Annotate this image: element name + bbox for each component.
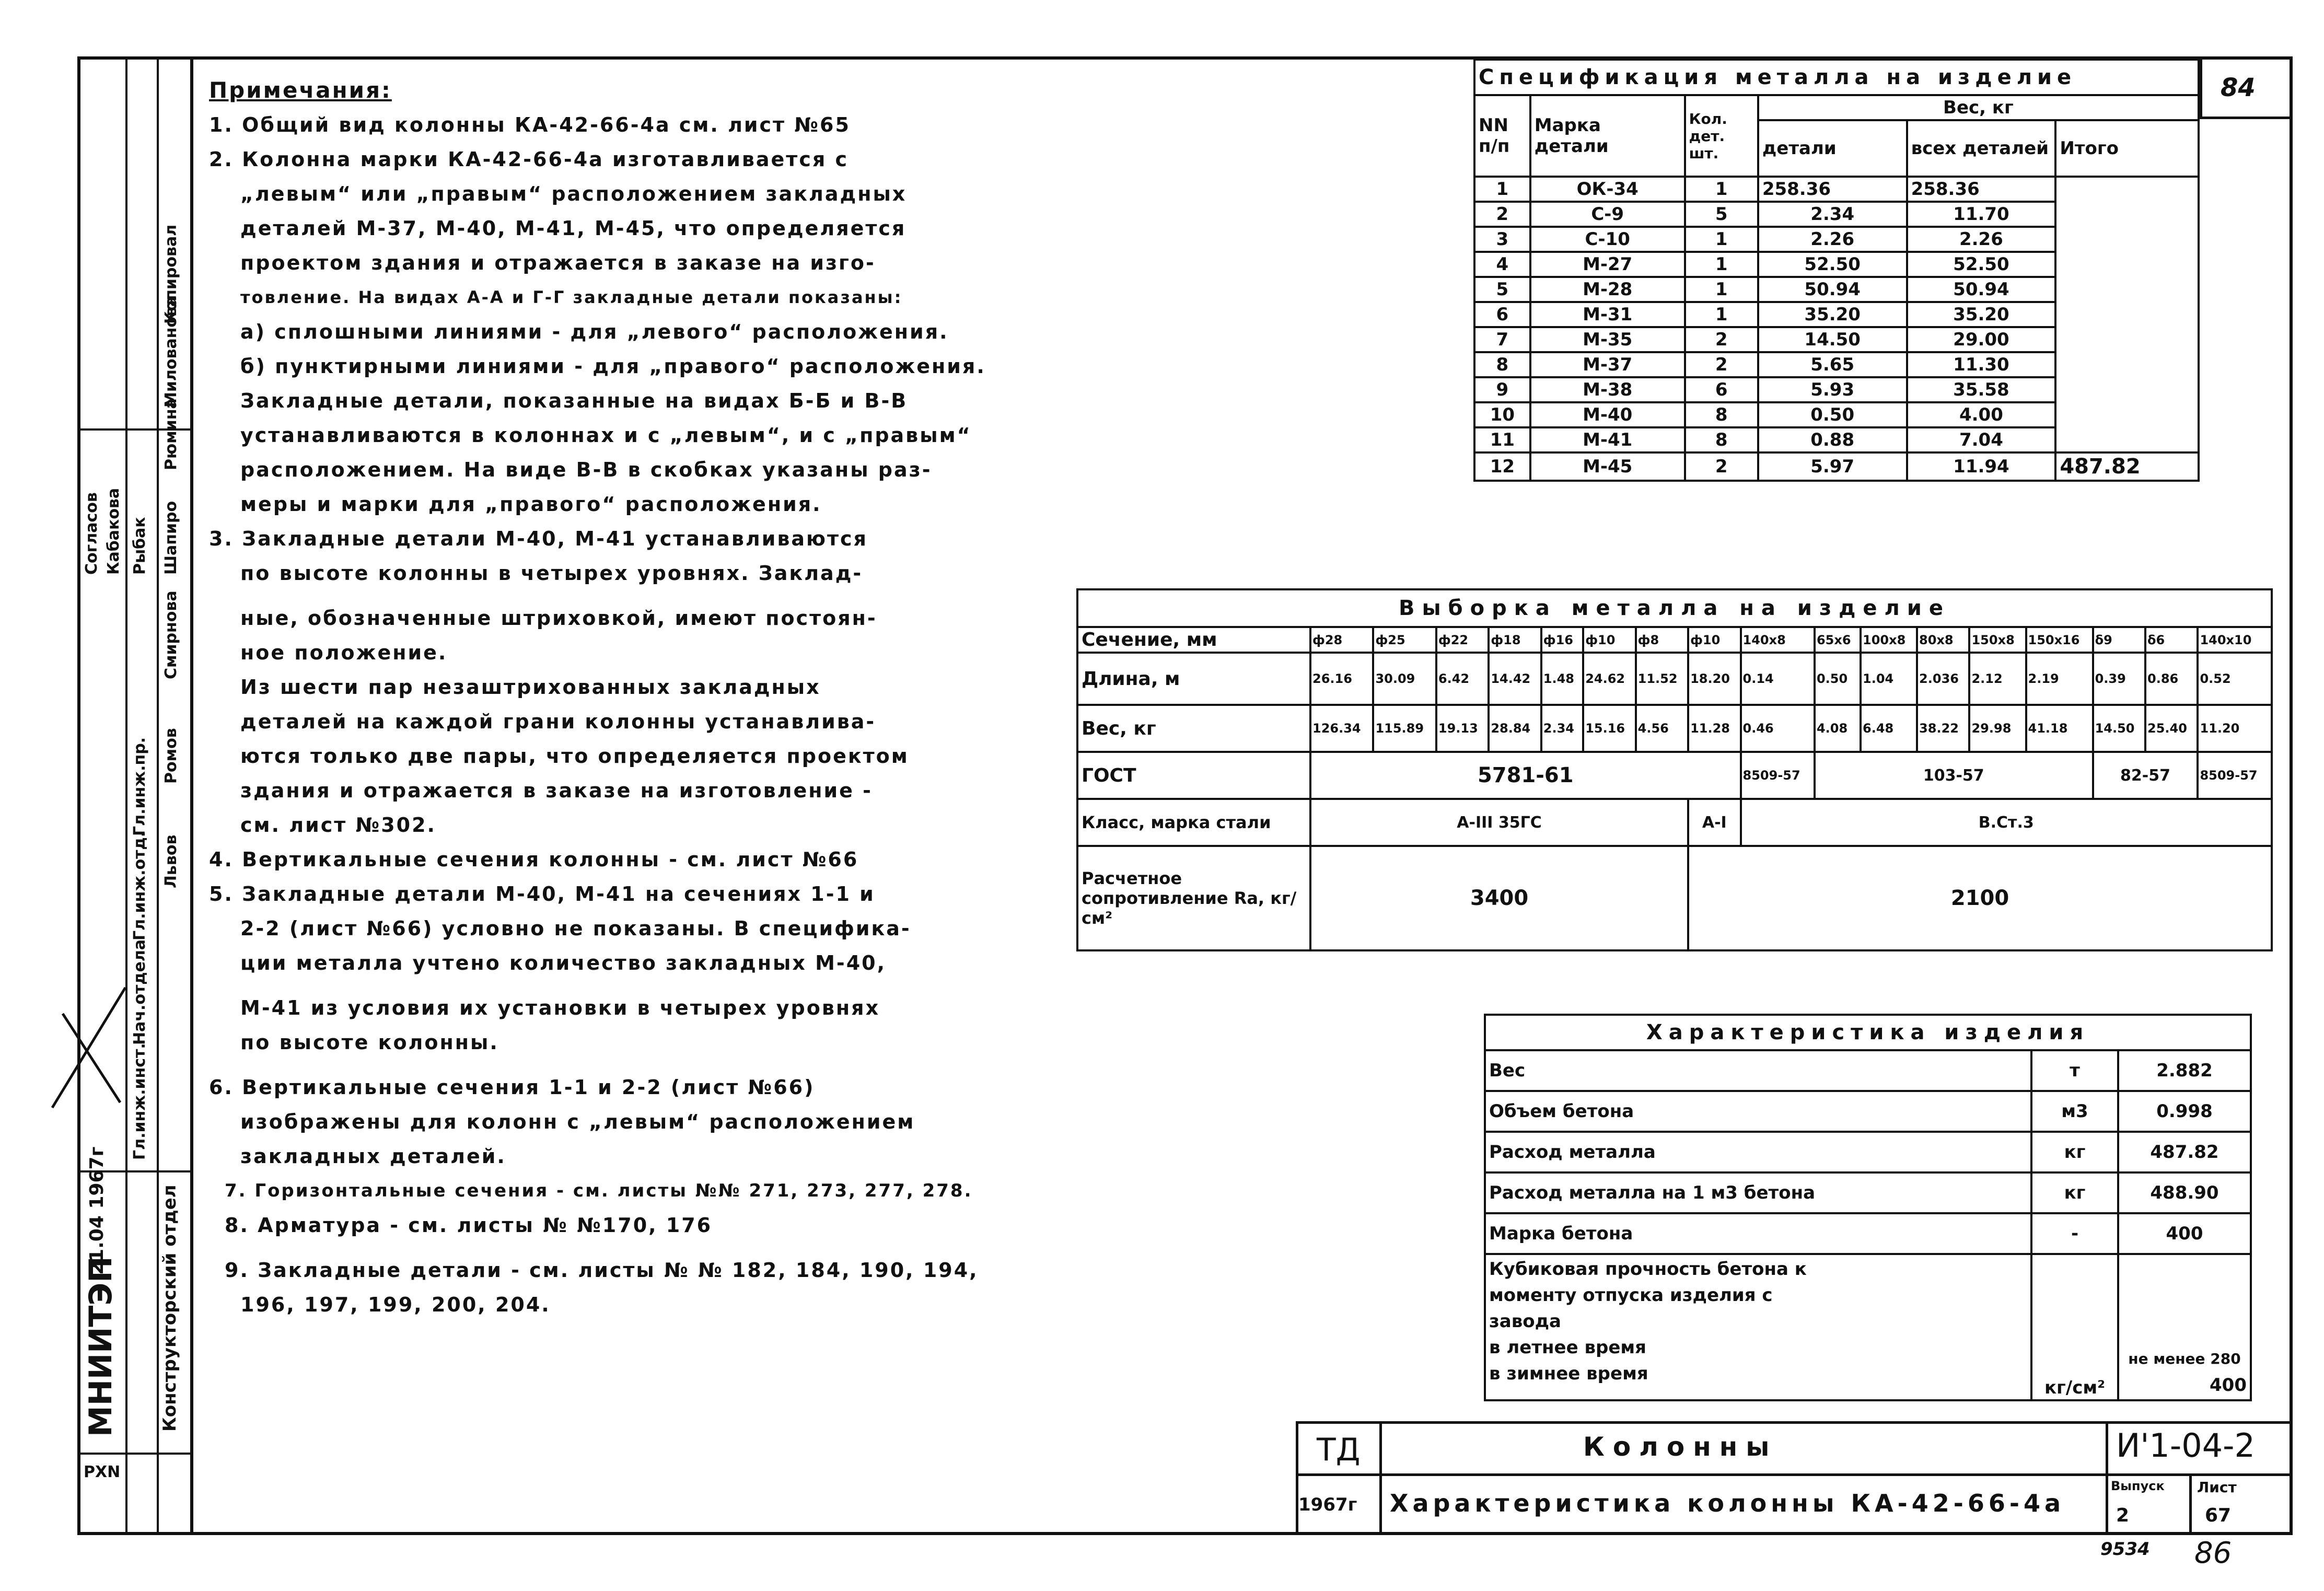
note-line: проектом здания и отражается в заказе на изго- [240, 251, 876, 274]
notes-title: Примечания: [209, 77, 392, 103]
table-row: Марка бетона - 400 [1485, 1213, 2251, 1254]
note-line: „левым“ или „правым“ расположением закладных [240, 182, 907, 205]
table-row: 10 М-40 8 0.50 4.00 [1474, 402, 2199, 427]
note-line: 7. Горизонтальные сечения - см. листы №№ 271, 273, 277, 278. [225, 1180, 973, 1201]
note-line: 5. Закладные детали М-40, М-41 на сечениях 1-1 и [209, 882, 875, 905]
table-row: 2 С-9 5 2.34 11.70 [1474, 202, 2199, 227]
spec-h-mark: Марка детали [1530, 95, 1685, 177]
sample-class-row: Класс, марка стали А-III 35ГС А-I В.Ст.3 [1077, 799, 2272, 846]
note-line: Закладные детали, показанные на видах Б-Б и В-В [240, 389, 908, 412]
role-3: Гл.инж.отд. [131, 831, 149, 940]
role-2: Нач.отдела [131, 939, 149, 1045]
note-line: 1. Общий вид колонны КА-42-66-4а см. лист №65 [209, 113, 851, 136]
note-line: ные, обозначенные штриховкой, имеют постоян- [240, 607, 877, 630]
table-row: Объем бетона м3 0.998 [1485, 1091, 2251, 1132]
table-row: Расход металла на 1 м3 бетона кг 488.90 [1485, 1172, 2251, 1213]
table-row: 5 М-28 1 50.94 50.94 [1474, 277, 2199, 302]
note-line: по высоте колонны. [240, 1031, 499, 1054]
titleblock-divider [1379, 1421, 1382, 1535]
note-line: 8. Арматура - см. листы № №170, 176 [225, 1214, 713, 1237]
table-row: 6 М-31 1 35.20 35.20 [1474, 302, 2199, 327]
note-line: товление. На видах А-А и Г-Г закладные детали показаны: [240, 287, 903, 307]
table-row: 3 С-10 1 2.26 2.26 [1474, 227, 2199, 252]
sample-title: Выборка металла на изделие [1077, 589, 2272, 627]
page-number: 86 [2194, 1536, 2232, 1570]
note-line: деталей на каждой грани колонны устанавлива- [240, 710, 876, 733]
note-line: Из шести пар незаштрихованных закладных [240, 676, 821, 699]
spec-title: Спецификация металла на изделие [1474, 60, 2199, 95]
inv-number: 9534 [2100, 1539, 2150, 1560]
left-strip-divider [157, 56, 159, 1535]
sheet-number: 84 [2221, 73, 2256, 102]
note-line: 3. Закладные детали М-40, М-41 устанавливаются [209, 527, 868, 550]
titleblock-divider [1296, 1473, 2293, 1476]
table-row: Расход металла кг 487.82 [1485, 1132, 2251, 1172]
note-line: 2-2 (лист №66) условно не показаны. В спецификa- [240, 917, 911, 940]
org-name: МНИИТЭП [83, 1256, 119, 1437]
date: 21.04 1967г [86, 1146, 108, 1275]
spec-table [1473, 59, 2200, 482]
character-table [1484, 1014, 2252, 1401]
sample-gost-row: ГОСТ 5781-61 8509-57 103-57 82-57 8509-57 [1077, 752, 2272, 799]
table-row: 7 М-35 2 14.50 29.00 [1474, 327, 2199, 352]
name-5: Кабакова [104, 487, 123, 575]
note-line: расположением. На виде В-В в скобках указаны раз- [240, 458, 932, 481]
sample-sections-row: Сечение, мм ф28 ф25 ф22 ф18 ф16 ф10 ф8 ф10 140х8 65х6 100х8 80х8 150х8 150х16 δ9 δ6 140х10 [1077, 627, 2272, 653]
note-line: М-41 из условия их установки в четырех уровнях [240, 996, 880, 1019]
note-line: закладных деталей. [240, 1145, 506, 1168]
table-row: 11 М-41 8 0.88 7.04 [1474, 427, 2199, 452]
sheet-label: Лист [2197, 1479, 2237, 1496]
table-row: 4 М-27 1 52.50 52.50 [1474, 252, 2199, 277]
note-line: устанавливаются в колоннах и с „левым“, и с „правым“ [240, 424, 972, 447]
note-line: 4. Вертикальные сечения колонны - см. лист №66 [209, 848, 859, 871]
note-line: ются только две пары, что определяется проектом [240, 745, 909, 768]
pkn-label: РХN [84, 1463, 121, 1481]
note-line: меры и марки для „правого“ расположения. [240, 493, 822, 516]
note-line: здания и отражается в заказе на изготовление - [240, 779, 873, 802]
note-line: 2. Колонна марки КА-42-66-4а изготавливается с [209, 148, 849, 171]
role-4: Гл.инж.пр. [131, 737, 149, 836]
note-line: ции металла учтено количество закладных М-40, [240, 951, 887, 974]
sheet-value: 67 [2205, 1505, 2232, 1526]
issue-value: 2 [2116, 1505, 2130, 1526]
spec-h-part: детали [1758, 120, 1907, 177]
note-line: а) сплошными линиями - для „левого“ расположения. [240, 320, 949, 343]
left-strip-hline [77, 1453, 193, 1455]
character-title: Характеристика изделия [1485, 1015, 2251, 1050]
spec-h-nn: NN п/п [1474, 95, 1530, 177]
notes-block [209, 73, 1076, 1322]
note-line: ное положение. [240, 641, 448, 664]
sample-lengths-row: Длина, м 26.16 30.09 6.42 14.42 1.48 24.62 11.52 18.20 0.14 0.50 1.04 2.036 2.12 2.19 0.39 0.86 0.52 [1077, 653, 2272, 705]
titleblock-divider [2189, 1473, 2192, 1535]
table-row: 8 М-37 2 5.65 11.30 [1474, 352, 2199, 377]
name-4: Шапиро [162, 501, 180, 575]
table-row: 9 М-38 6 5.93 35.58 [1474, 377, 2199, 402]
table-row: Кубиковая прочность бетона к моменту отпуска изделия с завода в летнее время в зимнее время кг/см² не менее 280 400 [1485, 1254, 2251, 1400]
name-3: Смирнова [162, 590, 180, 679]
note-line: см. лист №302. [240, 814, 436, 837]
name-2: Ромов [162, 728, 180, 784]
spec-h-qty: Кол. дет. шт. [1685, 95, 1758, 177]
spec-total: 487.82 [2055, 452, 2199, 481]
note-line: деталей М-37, М-40, М-41, М-45, что определяется [240, 217, 907, 240]
sample-weights-row: Вес, кг 126.34 115.89 19.13 28.84 2.34 15.16 4.56 11.28 0.46 4.08 6.48 38.22 29.98 41.18 14.50 25.40 11.20 [1077, 705, 2272, 752]
td-label: ТД [1317, 1432, 1361, 1468]
agreed-label: Согласов [83, 492, 101, 575]
note-line: 6. Вертикальные сечения 1-1 и 2-2 (лист №66) [209, 1076, 815, 1099]
name-8: Милованова [162, 296, 180, 408]
role-1: Гл.инж.инст. [131, 1043, 149, 1160]
note-line: б) пунктирными линиями - для „правого“ расположения. [240, 355, 986, 378]
name-6: Рыбак [131, 517, 149, 575]
code-label: И'1-04-2 [2116, 1426, 2255, 1465]
note-line: 9. Закладные детали - см. листы № № 182, 184, 190, 194, [225, 1259, 979, 1282]
note-line: по высоте колонны в четырех уровнях. Заклад- [240, 562, 863, 585]
signature-mark [47, 982, 131, 1113]
sample-table [1076, 588, 2273, 951]
titleblock-divider [2106, 1421, 2108, 1535]
sample-resistance-row: Расчетное сопротивление Ra, кг/см² 3400 2100 [1077, 846, 2272, 950]
note-line: изображены для колонн с „левым“ расположением [240, 1110, 915, 1133]
issue-label: Выпуск [2111, 1479, 2165, 1493]
table-row: 1 ОК-34 1 258.36 258.36 [1474, 177, 2199, 202]
approved-label: Копировал [162, 224, 180, 324]
table-row: Вес т 2.882 [1485, 1050, 2251, 1091]
spec-h-all: всех деталей [1907, 120, 2056, 177]
dept-name: Конструкторский отдел [159, 1184, 180, 1432]
note-line: 196, 197, 199, 200, 204. [240, 1293, 551, 1316]
year-label: 1967г [1298, 1494, 1357, 1515]
table-row: 12 М-45 2 5.97 11.94 487.82 [1474, 452, 2199, 481]
title-name: Колонны [1583, 1432, 1778, 1462]
name-1: Львов [162, 834, 180, 888]
name-7: Рюмина [162, 398, 180, 470]
spec-h-weight: Вес, кг [1758, 95, 2199, 120]
spec-h-total: Итого [2055, 120, 2199, 177]
title-subtitle: Характеристика колонны КА-42-66-4а [1390, 1489, 2065, 1517]
left-strip-divider [125, 56, 127, 1535]
